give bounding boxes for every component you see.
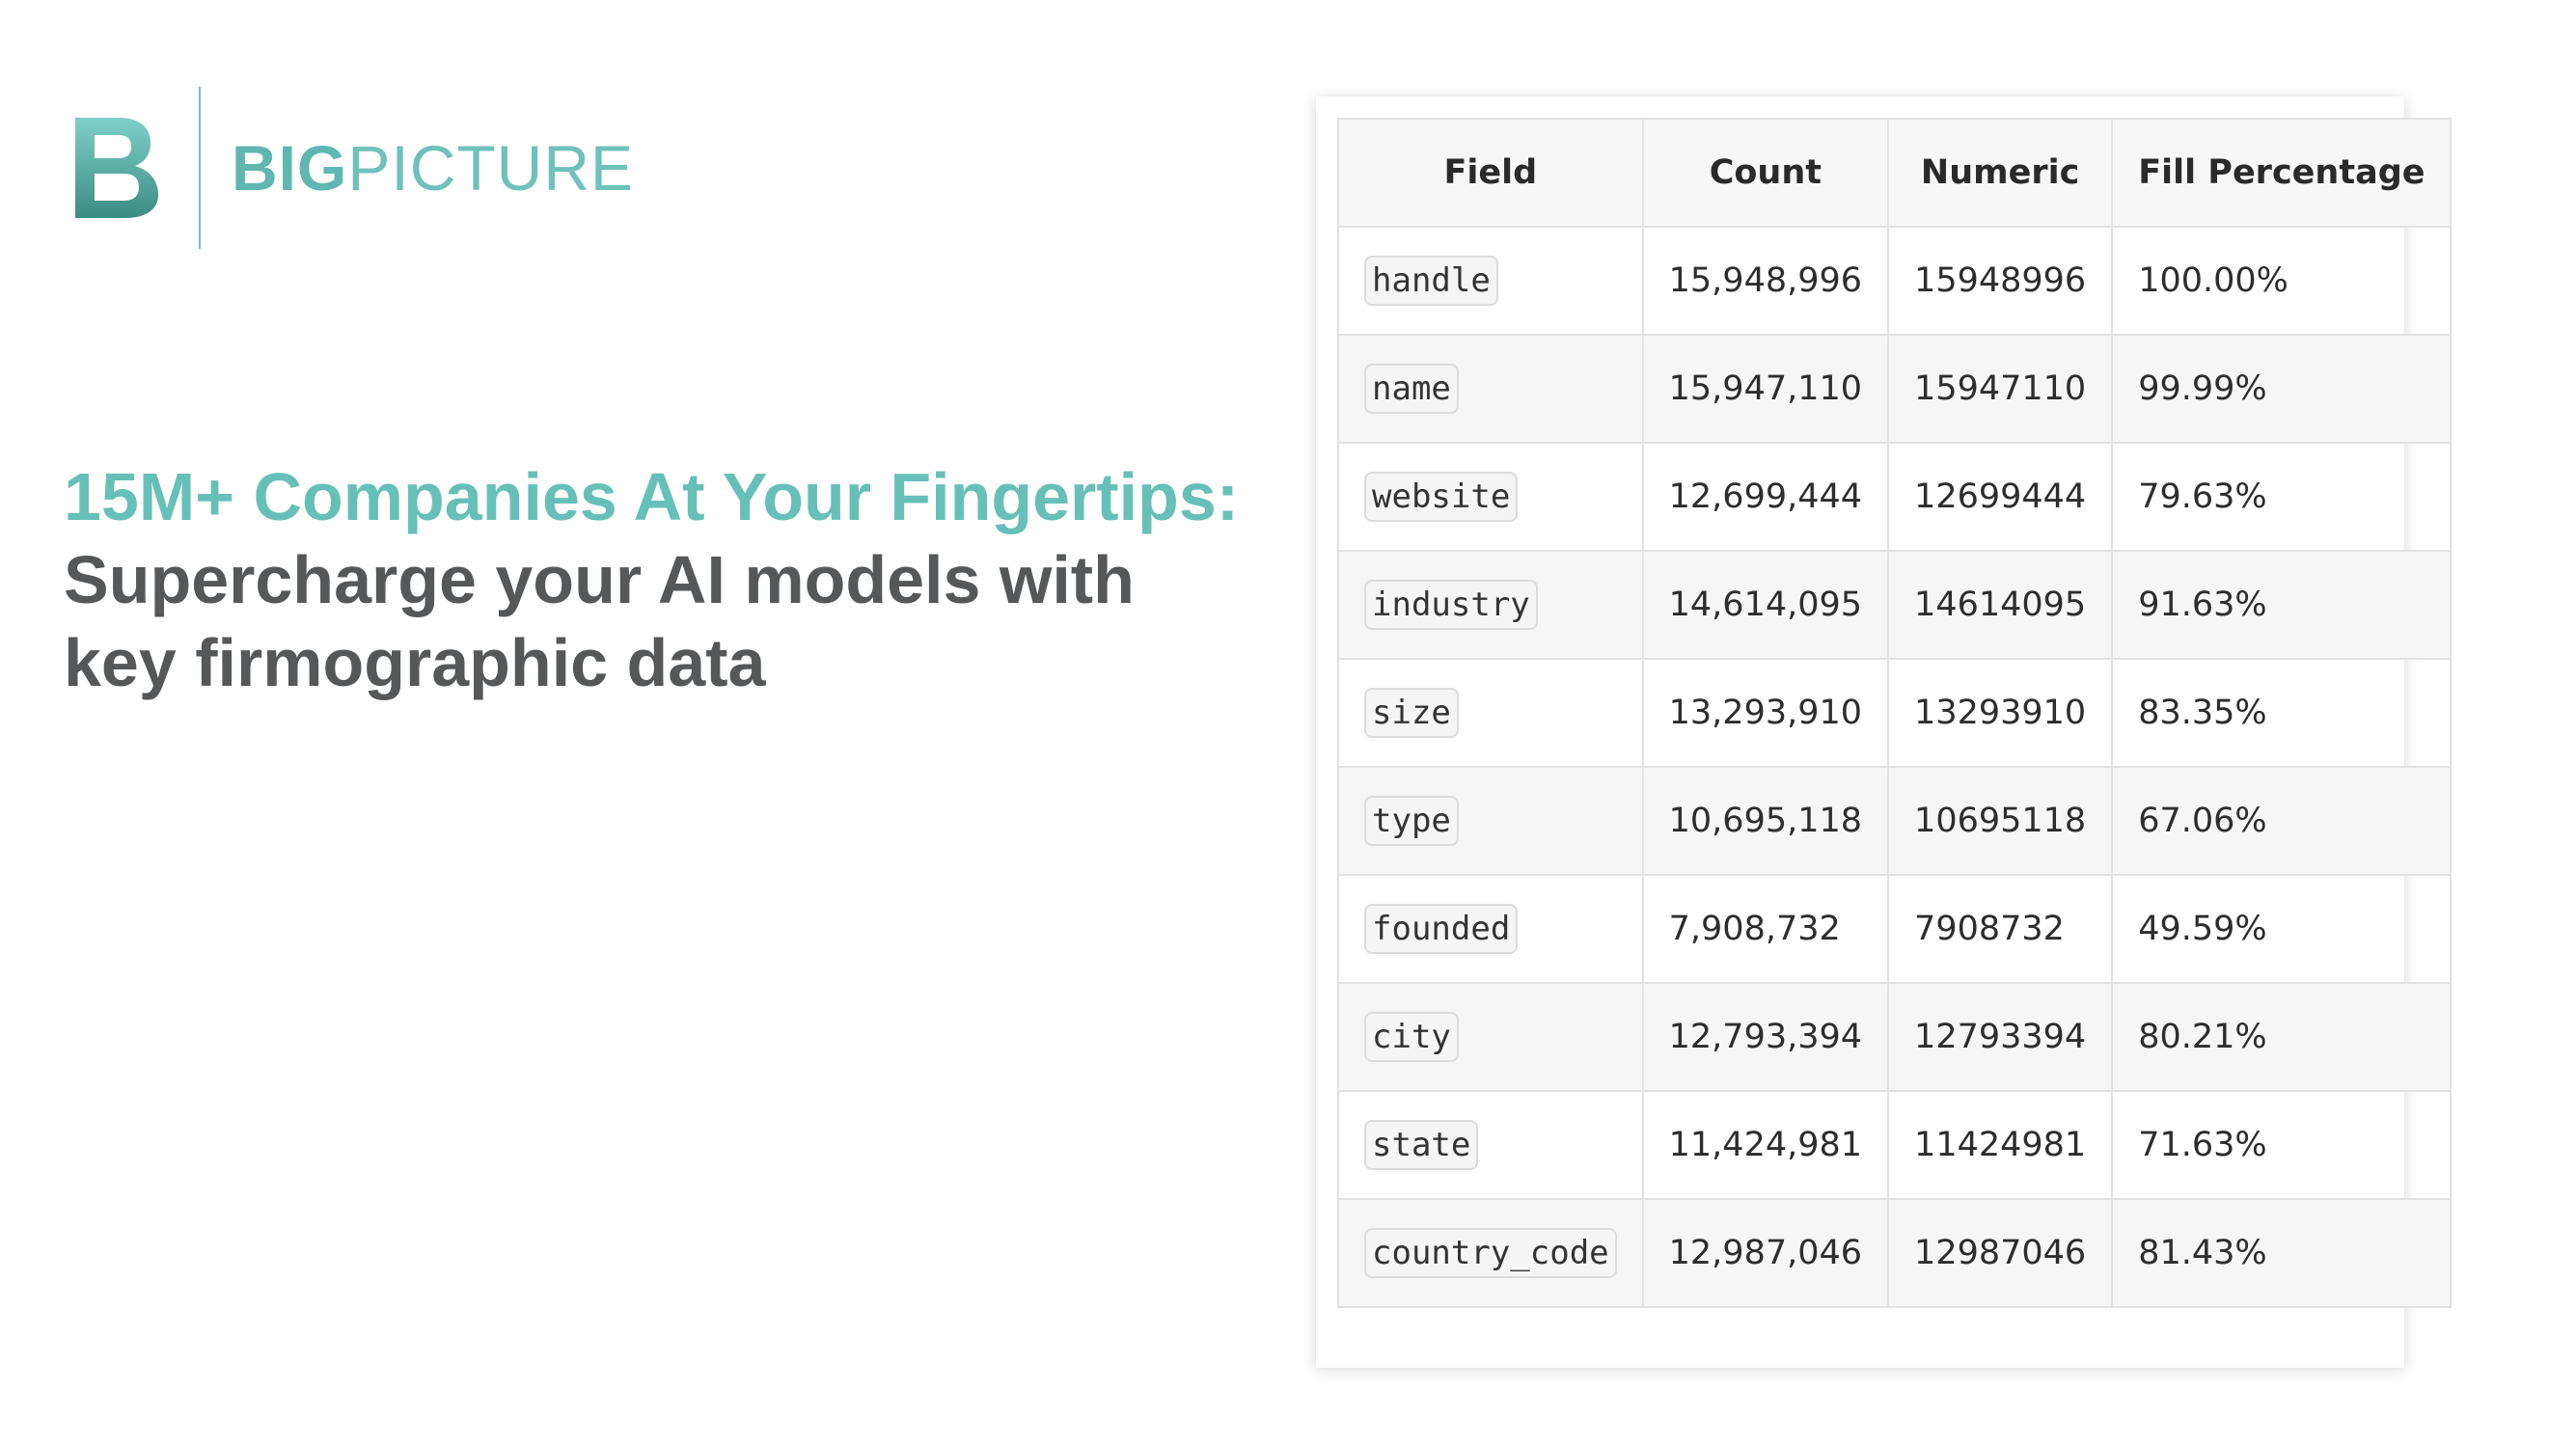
cell-field	[1338, 227, 1643, 335]
table-row	[1338, 443, 2451, 551]
field-code-tag: website	[1364, 472, 1518, 523]
table-header-row	[1338, 119, 2451, 227]
cell-fill-percentage: 79.63%	[2112, 443, 2451, 551]
cell-fill-percentage: 81.43%	[2112, 1199, 2451, 1307]
cell-fill-percentage: 83.35%	[2112, 659, 2451, 767]
cell-count: 12,793,394	[1643, 983, 1888, 1091]
cell-fill-percentage: 99.99%	[2112, 335, 2451, 443]
cell-fill-percentage: 100.00%	[2112, 227, 2451, 335]
table-row	[1338, 875, 2451, 983]
cell-fill-percentage: 80.21%	[2112, 983, 2451, 1091]
cell-count: 13,293,910	[1643, 659, 1888, 767]
cell-numeric: 7908732	[1888, 875, 2112, 983]
cell-numeric: 15947110	[1888, 335, 2112, 443]
cell-field	[1338, 335, 1643, 443]
cell-field	[1338, 659, 1643, 767]
cell-numeric: 12987046	[1888, 1199, 2112, 1307]
cell-numeric: 11424981	[1888, 1091, 2112, 1199]
header-fill-percentage: Fill Percentage	[2112, 119, 2451, 227]
b-logo-icon	[71, 114, 160, 222]
field-code-tag: industry	[1364, 580, 1538, 631]
cell-field	[1338, 1199, 1643, 1307]
brand-wordmark	[232, 132, 635, 204]
brand-name-bold: BIG	[232, 132, 348, 204]
cell-numeric: 10695118	[1888, 767, 2112, 875]
cell-numeric: 14614095	[1888, 551, 2112, 659]
field-code-tag: city	[1364, 1012, 1459, 1063]
field-code-tag: handle	[1364, 256, 1498, 307]
cell-count: 7,908,732	[1643, 875, 1888, 983]
table-row	[1338, 551, 2451, 659]
table-row	[1338, 659, 2451, 767]
brand-logo	[71, 87, 634, 249]
table-row	[1338, 1091, 2451, 1199]
table-row	[1338, 983, 2451, 1091]
header-count: Count	[1643, 119, 1888, 227]
cell-count: 10,695,118	[1643, 767, 1888, 875]
headline-subtitle: Supercharge your AI models with key firmographic data	[64, 542, 1135, 700]
table-row	[1338, 767, 2451, 875]
field-code-tag: founded	[1364, 904, 1518, 955]
cell-count: 15,948,996	[1643, 227, 1888, 335]
cell-count: 12,699,444	[1643, 443, 1888, 551]
headline	[64, 455, 1250, 704]
fields-table	[1337, 118, 2452, 1308]
headline-accent: 15M+ Companies At Your Fingertips:	[64, 459, 1240, 534]
cell-numeric: 13293910	[1888, 659, 2112, 767]
cell-field	[1338, 983, 1643, 1091]
cell-field	[1338, 1091, 1643, 1199]
table-row	[1338, 227, 2451, 335]
field-code-tag: country_code	[1364, 1228, 1617, 1279]
cell-fill-percentage: 67.06%	[2112, 767, 2451, 875]
cell-numeric: 12699444	[1888, 443, 2112, 551]
cell-count: 12,987,046	[1643, 1199, 1888, 1307]
brand-name-regular: PICTURE	[347, 132, 635, 204]
cell-fill-percentage: 49.59%	[2112, 875, 2451, 983]
table-row	[1338, 335, 2451, 443]
cell-count: 11,424,981	[1643, 1091, 1888, 1199]
cell-numeric: 15948996	[1888, 227, 2112, 335]
header-numeric: Numeric	[1888, 119, 2112, 227]
cell-field	[1338, 875, 1643, 983]
cell-field	[1338, 767, 1643, 875]
cell-count: 14,614,095	[1643, 551, 1888, 659]
header-field: Field	[1338, 119, 1643, 227]
data-table-card	[1316, 96, 2425, 1368]
field-code-tag: size	[1364, 688, 1459, 739]
cell-numeric: 12793394	[1888, 983, 2112, 1091]
cell-fill-percentage: 71.63%	[2112, 1091, 2451, 1199]
table-row	[1338, 1199, 2451, 1307]
field-code-tag: name	[1364, 364, 1459, 415]
field-code-tag: state	[1364, 1120, 1478, 1171]
logo-divider	[199, 87, 201, 249]
cell-count: 15,947,110	[1643, 335, 1888, 443]
cell-field	[1338, 551, 1643, 659]
cell-field	[1338, 443, 1643, 551]
field-code-tag: type	[1364, 796, 1459, 847]
cell-fill-percentage: 91.63%	[2112, 551, 2451, 659]
table-body	[1338, 227, 2451, 1307]
